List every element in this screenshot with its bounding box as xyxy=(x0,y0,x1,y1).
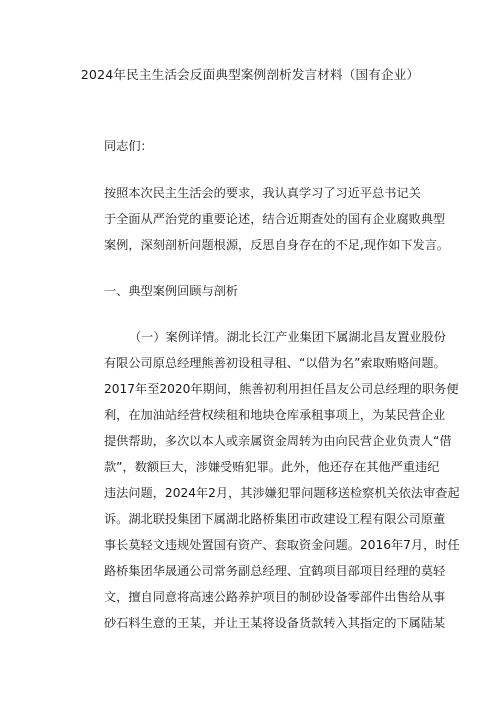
paragraph-line: 于全面从严治党的重要论述，结合近期查处的国有企业腐败典型 xyxy=(104,212,446,226)
section-heading-text: 一、典型案例回顾与剖析 xyxy=(104,284,239,298)
paragraph-line: 文，擅自同意将高速公路养护项目的制砂设备零部件出售给从事 xyxy=(104,590,446,604)
paragraph-line: 提供帮助，多次以本人或亲属资金周转为由向民营企业负责人“借 xyxy=(104,434,452,448)
paragraph-line: 2017年至2020年期间，熊善初利用担任昌友公司总经理的职务便 xyxy=(104,382,459,396)
paragraph-line: 案例，深刻剖析问题根源，反思自身存在的不足,现作如下发言。 xyxy=(104,238,450,252)
paragraph-line: 按照本次民主生活会的要求，我认真学习了习近平总书记关 xyxy=(104,186,421,200)
paragraph-line: 路桥集团华晟通公司常务副总经理、宜鹤项目部项目经理的莫轻 xyxy=(104,564,446,578)
paragraph-line: 利，在加油站经营权续租和地块仓库承租事项上，为某民营企业 xyxy=(104,408,446,422)
section-heading xyxy=(104,278,434,304)
paragraph-line: 有限公司原总经理熊善初设租寻租、“以借为名”索取贿赂问题。 xyxy=(104,356,446,370)
paragraph-line: 诉。湖北联投集团下属湖北路桥集团市政建设工程有限公司原董 xyxy=(104,512,446,526)
paragraph-case-details xyxy=(104,324,460,636)
paragraph-line: 事长莫轻文违规处置国有资产、套取资金问题。2016年7月，时任 xyxy=(104,538,460,552)
salutation-text: 同志们： xyxy=(104,139,153,153)
paragraph-line: 违法问题，2024年2月，其涉嫌犯罪问题移送检察机关依法审查起 xyxy=(104,486,460,500)
salutation xyxy=(104,133,434,159)
paragraph-line: 砂石料生意的王某，并让王某将设备货款转入其指定的下属陆某 xyxy=(104,616,446,630)
document-title: 2024年民主生活会反面典型案例剖析发言材料（国有企业） xyxy=(80,67,420,82)
paragraph-line: 款”，数额巨大，涉嫌受贿犯罪。此外，他还存在其他严重违纪 xyxy=(104,460,440,474)
paragraph-line: （一）案例详情。湖北长江产业集团下属湖北昌友置业股份 xyxy=(129,330,446,344)
paragraph-intro xyxy=(104,180,450,258)
